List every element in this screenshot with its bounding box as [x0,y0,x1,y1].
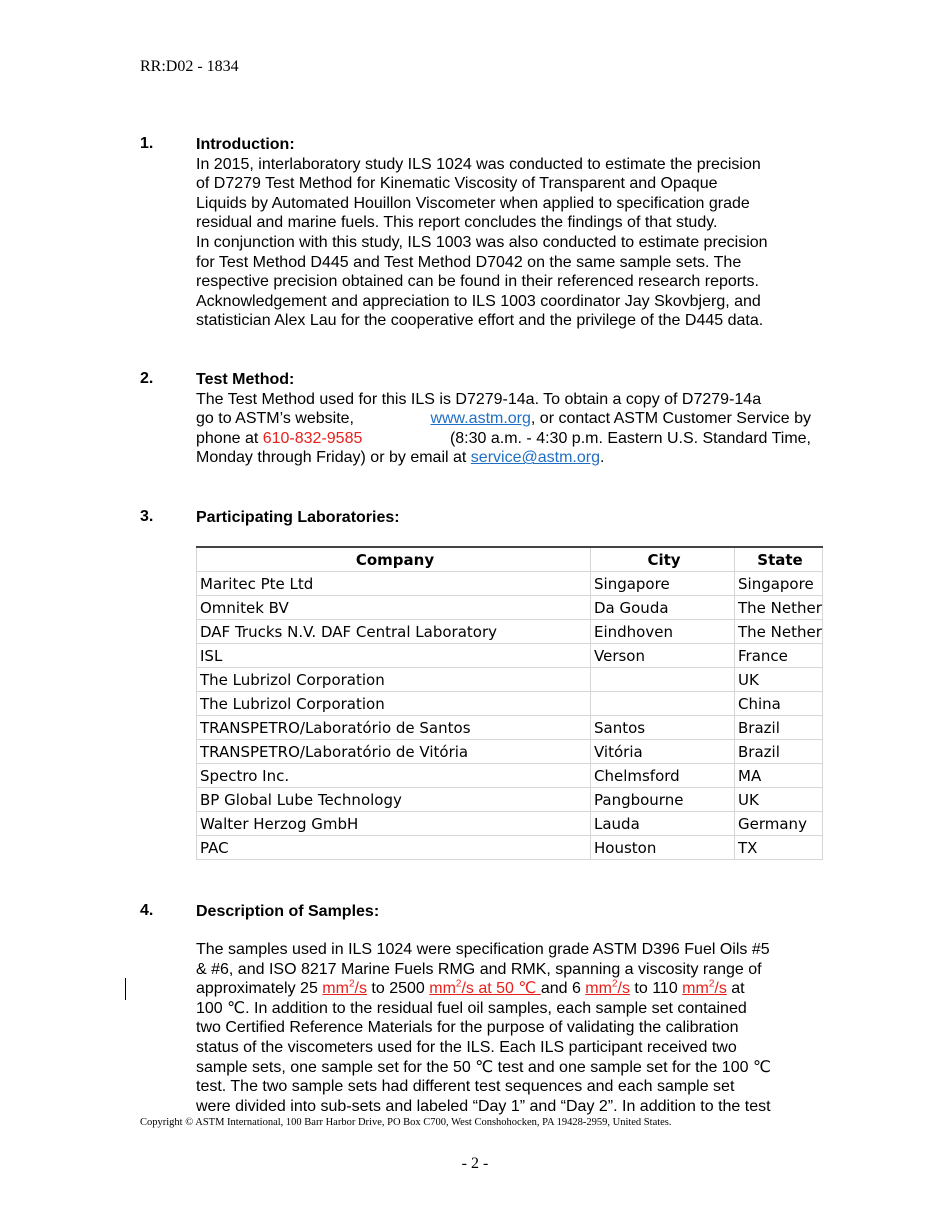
text-span: at [726,980,745,998]
text-span: , or contact ASTM Customer Service by [530,410,811,428]
paragraph-line [196,448,811,468]
email-link[interactable]: service@astm.org [470,449,600,467]
copyright-footer: Copyright © ASTM International, 100 Barr Harbor Drive, PO Box C700, West Conshohocken, PA 19428-2959, United States. [140,1117,672,1128]
paragraph-line: of D7279 Test Method for Kinematic Viscosity of Transparent and Opaque [196,175,718,193]
cell-city: Verson [591,644,735,668]
paragraph-line: The Test Method used for this ILS is D7279-14a. To obtain a copy of D7279-14a [196,390,762,408]
cell-company: TRANSPETRO/Laboratório de Vitória [197,740,591,764]
paragraph-line: were divided into sub-sets and labeled “Day 1” and “Day 2”. In addition to the test [196,1097,771,1115]
unit-text: /s [354,980,367,998]
report-number-header: RR:D02 - 1834 [140,58,239,75]
unit-text [322,980,367,997]
cell-state: Brazil [735,716,823,740]
cell-city: Eindhoven [591,620,735,644]
unit-text: mm [682,980,709,998]
cell-city: Santos [591,716,735,740]
cell-city: Lauda [591,812,735,836]
cell-city: Da Gouda [591,596,735,620]
table-row [197,596,823,620]
unit-text: mm [429,980,456,998]
samples-paragraph [196,940,816,1116]
cell-company: PAC [197,836,591,860]
text-span: and 6 [540,980,586,998]
cell-state: The Nether [735,596,823,620]
unit-text: /s [714,980,727,998]
text-span: Monday through Friday) or by email at [196,449,467,467]
section-number: 2. [140,370,154,387]
cell-state: Germany [735,812,823,836]
column-header-city: City [591,547,735,572]
section-body [196,370,811,468]
text-span: to 110 [629,980,683,998]
section-number: 4. [140,902,154,919]
cell-city: Pangbourne [591,788,735,812]
cell-state: MA [735,764,823,788]
section-body [196,135,811,331]
table-row [197,620,823,644]
section-title: Introduction: [196,136,295,153]
cell-company: BP Global Lube Technology [197,788,591,812]
paragraph-line: two Certified Reference Materials for the purpose of validating the calibration [196,1019,739,1037]
table-row [197,716,823,740]
unit-text: mm [322,980,349,998]
paragraph-line: In 2015, interlaboratory study ILS 1024 was conducted to estimate the precision [196,155,761,173]
table-row [197,644,823,668]
revision-change-bar [125,978,126,1000]
paragraph-line [196,409,811,429]
cell-company: DAF Trucks N.V. DAF Central Laboratory [197,620,591,644]
section-title: Test Method: [196,371,295,388]
paragraph-line: Acknowledgement and appreciation to ILS 1003 coordinator Jay Skovbjerg, and [196,292,761,310]
section-title: Description of Samples: [196,903,380,920]
page-number: - 2 - [461,1155,489,1172]
text-span: (8:30 a.m. - 4:30 p.m. Eastern U.S. Standard Time, [449,429,811,447]
cell-city [591,668,735,692]
cell-company: TRANSPETRO/Laboratório de Santos [197,716,591,740]
section-title: Participating Laboratories: [196,509,400,526]
cell-state: The Nether [735,620,823,644]
superscript: 2 [611,978,618,990]
paragraph-line: Liquids by Automated Houillon Viscometer when applied to specification grade [196,194,750,212]
text-span: to 2500 [366,980,430,998]
table-row [197,668,823,692]
laboratories-table [196,546,823,860]
cell-state: Brazil [735,740,823,764]
paragraph-line: for Test Method D445 and Test Method D7042 on the same sample sets. The [196,253,742,271]
paragraph-line: In conjunction with this study, ILS 1003 was also conducted to estimate precision [196,233,768,251]
text-span: . [599,449,605,467]
text-span: approximately 25 [196,980,323,998]
cell-state: Singapore [735,572,823,596]
cell-city: Singapore [591,572,735,596]
superscript: 2 [708,978,715,990]
cell-company: The Lubrizol Corporation [197,692,591,716]
paragraph-line [196,429,811,449]
unit-text [682,980,727,997]
cell-company: Spectro Inc. [197,764,591,788]
unit-text: /s [617,980,630,998]
table-row [197,788,823,812]
text-span: phone at [196,429,259,447]
section-number: 1. [140,135,154,152]
cell-company: ISL [197,644,591,668]
cell-state: TX [735,836,823,860]
unit-text [429,980,541,997]
cell-company: The Lubrizol Corporation [197,668,591,692]
section-number: 3. [140,508,154,525]
cell-company: Omnitek BV [197,596,591,620]
paragraph-line [196,979,816,999]
unit-text: /s at 50 ℃ [461,980,541,998]
paragraph-line: status of the viscometers used for the ILS. Each ILS participant received two [196,1038,737,1056]
website-link[interactable]: www.astm.org [430,410,531,428]
paragraph-line: 100 ℃. In addition to the residual fuel oil samples, each sample set contained [196,999,747,1017]
table-row [197,812,823,836]
table-header-row [197,547,823,572]
cell-city [591,692,735,716]
paragraph-line: The samples used in ILS 1024 were specification grade ASTM D396 Fuel Oils #5 [196,941,770,958]
table-row [197,764,823,788]
cell-company: Maritec Pte Ltd [197,572,591,596]
table-row [197,692,823,716]
cell-state: France [735,644,823,668]
column-header-state: State [735,547,823,572]
cell-city: Vitória [591,740,735,764]
unit-text: mm [585,980,612,998]
cell-state: UK [735,668,823,692]
paragraph-line: & #6, and ISO 8217 Marine Fuels RMG and RMK, spanning a viscosity range of [196,960,762,978]
cell-city: Chelmsford [591,764,735,788]
paragraph-line: respective precision obtained can be found in their referenced research reports. [196,273,759,291]
section-body [196,508,811,528]
section-body [196,902,811,922]
paragraph-line: test. The two sample sets had different test sequences and each sample set [196,1078,735,1096]
cell-city: Houston [591,836,735,860]
superscript: 2 [455,978,462,990]
cell-company: Walter Herzog GmbH [197,812,591,836]
unit-text [585,980,630,997]
phone-number[interactable]: 610-832-9585 [262,429,363,447]
table-row [197,836,823,860]
paragraph-line: sample sets, one sample set for the 50 ℃ test and one sample set for the 100 ℃ [196,1058,771,1076]
paragraph-line: statistician Alex Lau for the cooperative effort and the privilege of the D445 data. [196,312,764,330]
column-header-company: Company [197,547,591,572]
table-row [197,572,823,596]
text-span: go to ASTM’s website, [196,410,354,428]
cell-state: UK [735,788,823,812]
superscript: 2 [348,978,355,990]
cell-state: China [735,692,823,716]
table-row [197,740,823,764]
paragraph-line: residual and marine fuels. This report concludes the findings of that study. [196,214,718,232]
